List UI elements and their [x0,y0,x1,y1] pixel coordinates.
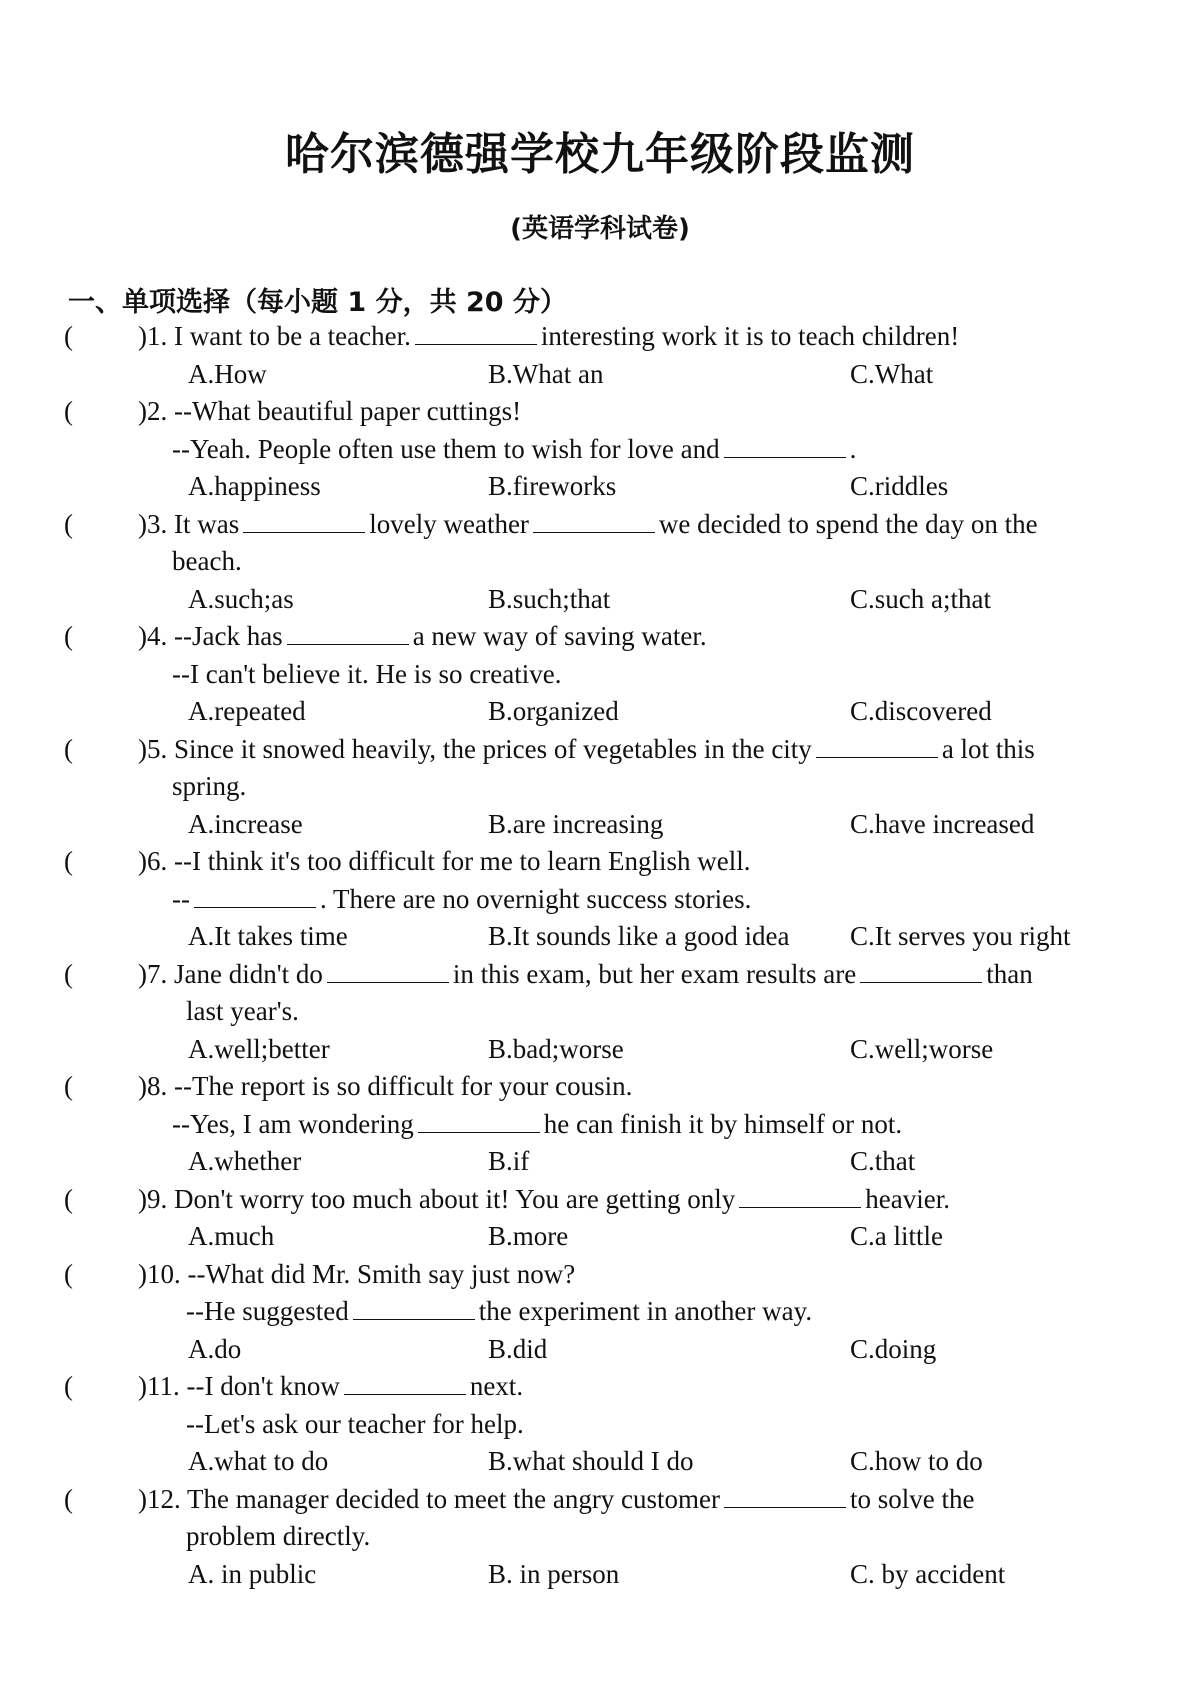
answer-blank [533,510,655,533]
answer-bracket[interactable]: ( [64,1483,73,1514]
question-5 [0,731,1200,844]
question-stem-continued: spring. [172,771,247,801]
option-a: A.happiness [188,471,321,501]
question-7 [0,956,1200,1069]
option-b: B.such;that [488,583,611,614]
answer-bracket[interactable]: ( [64,846,73,876]
option-a: A.such;as [188,583,294,614]
question-6 [0,843,1200,956]
question-stem-continued: --Let's ask our teacher for help. [186,1408,524,1439]
answer-bracket[interactable]: ( [64,1071,73,1101]
question-2 [0,393,1200,506]
page-title: 哈尔滨德强学校九年级阶段监测 [285,129,915,180]
question-stem-continued: problem directly. [186,1521,371,1551]
question-stem-continued: --He suggested the experiment in another way. [186,1296,813,1326]
option-b: B.did [488,1333,548,1364]
question-stem: )6. --I think it's too difficult for me to learn English well. [138,846,751,876]
question-stem: )5. Since it snowed heavily, the prices of vegetables in the city a lot this [138,733,1035,764]
option-c: C.discovered [850,696,992,726]
question-4 [0,618,1200,731]
option-c: C.have increased [850,808,1035,839]
question-12 [0,1481,1200,1594]
answer-blank [415,322,537,345]
option-b: B.What an [488,358,604,389]
question-stem: )10. --What did Mr. Smith say just now? [138,1258,576,1289]
answer-blank [724,1485,846,1508]
answer-bracket[interactable]: ( [64,1258,73,1289]
question-stem: )11. --I don't know next. [138,1371,524,1401]
option-b: B.more [488,1221,569,1251]
option-c: C.What [850,358,934,389]
option-c: C.such a;that [850,583,991,614]
page-subtitle: (英语学科试卷) [510,214,690,244]
option-b: B.organized [488,696,619,726]
answer-bracket[interactable]: ( [64,1371,73,1401]
option-b: B. in person [488,1558,620,1589]
option-b: B.what should I do [488,1446,694,1476]
answer-bracket[interactable]: ( [64,508,73,539]
question-10 [0,1256,1200,1369]
question-stem: )9. Don't worry too much about it! You are getting only heavier. [138,1183,951,1214]
question-3 [0,506,1200,619]
answer-blank [860,960,982,983]
question-stem-continued: beach. [172,546,242,576]
question-8 [0,1068,1200,1181]
option-a: A.much [188,1221,275,1251]
question-stem: )2. --What beautiful paper cuttings! [138,396,522,426]
answer-bracket[interactable]: ( [64,1183,73,1214]
answer-blank [724,435,846,458]
answer-bracket[interactable]: ( [64,321,73,351]
option-c: C.that [850,1146,916,1176]
question-stem-continued: --Yes, I am wondering he can finish it by himself or not. [172,1108,903,1139]
option-c: C.riddles [850,471,949,501]
option-a: A.whether [188,1146,302,1176]
option-c: C.how to do [850,1446,983,1476]
option-b: B.fireworks [488,471,617,501]
question-stem: )12. The manager decided to meet the angry customer to solve the [138,1483,975,1514]
option-b: B.if [488,1146,530,1176]
answer-bracket[interactable]: ( [64,958,73,989]
question-stem: )4. --Jack has a new way of saving water. [138,621,707,651]
question-stem-continued: --I can't believe it. He is so creative. [172,658,562,689]
question-stem: )3. It was lovely weather we decided to spend the day on the [138,508,1038,539]
question-11 [0,1368,1200,1481]
question-list [0,318,1200,1593]
answer-blank [353,1297,475,1320]
question-stem: )7. Jane didn't do in this exam, but her exam results are than [138,958,1033,989]
question-1 [0,318,1200,393]
option-c: C.well;worse [850,1033,994,1064]
answer-bracket[interactable]: ( [64,621,73,651]
option-a: A.do [188,1333,242,1364]
answer-blank [816,735,938,758]
option-a: A. in public [188,1558,317,1589]
answer-blank [194,885,316,908]
option-a: A.It takes time [188,921,348,951]
option-b: B.are increasing [488,808,664,839]
answer-bracket[interactable]: ( [64,396,73,426]
answer-blank [287,622,409,645]
answer-bracket[interactable]: ( [64,733,73,764]
section-heading: 一、单项选择（每小题 1 分，共 20 分） [68,287,567,318]
option-a: A.increase [188,808,303,839]
option-a: A.what to do [188,1446,329,1476]
question-9 [0,1181,1200,1256]
option-b: B.bad;worse [488,1033,624,1064]
option-b: B.It sounds like a good idea [488,921,790,951]
answer-blank [344,1372,466,1395]
question-stem-continued: last year's. [186,996,299,1026]
question-stem: )8. --The report is so difficult for your cousin. [138,1071,633,1101]
answer-blank [327,960,449,983]
question-stem-continued: -- . There are no overnight success stories. [172,883,752,914]
option-c: C. by accident [850,1558,1006,1589]
answer-blank [243,510,365,533]
question-stem: )1. I want to be a teacher. interesting work it is to teach children! [138,321,960,351]
answer-blank [418,1110,540,1133]
option-a: A.How [188,358,267,389]
option-c: C.It serves you right [850,921,1071,951]
question-stem-continued: --Yeah. People often use them to wish for love and . [172,433,857,464]
option-a: A.well;better [188,1033,330,1064]
option-c: C.doing [850,1333,937,1364]
option-c: C.a little [850,1221,943,1251]
answer-blank [739,1185,861,1208]
option-a: A.repeated [188,696,306,726]
